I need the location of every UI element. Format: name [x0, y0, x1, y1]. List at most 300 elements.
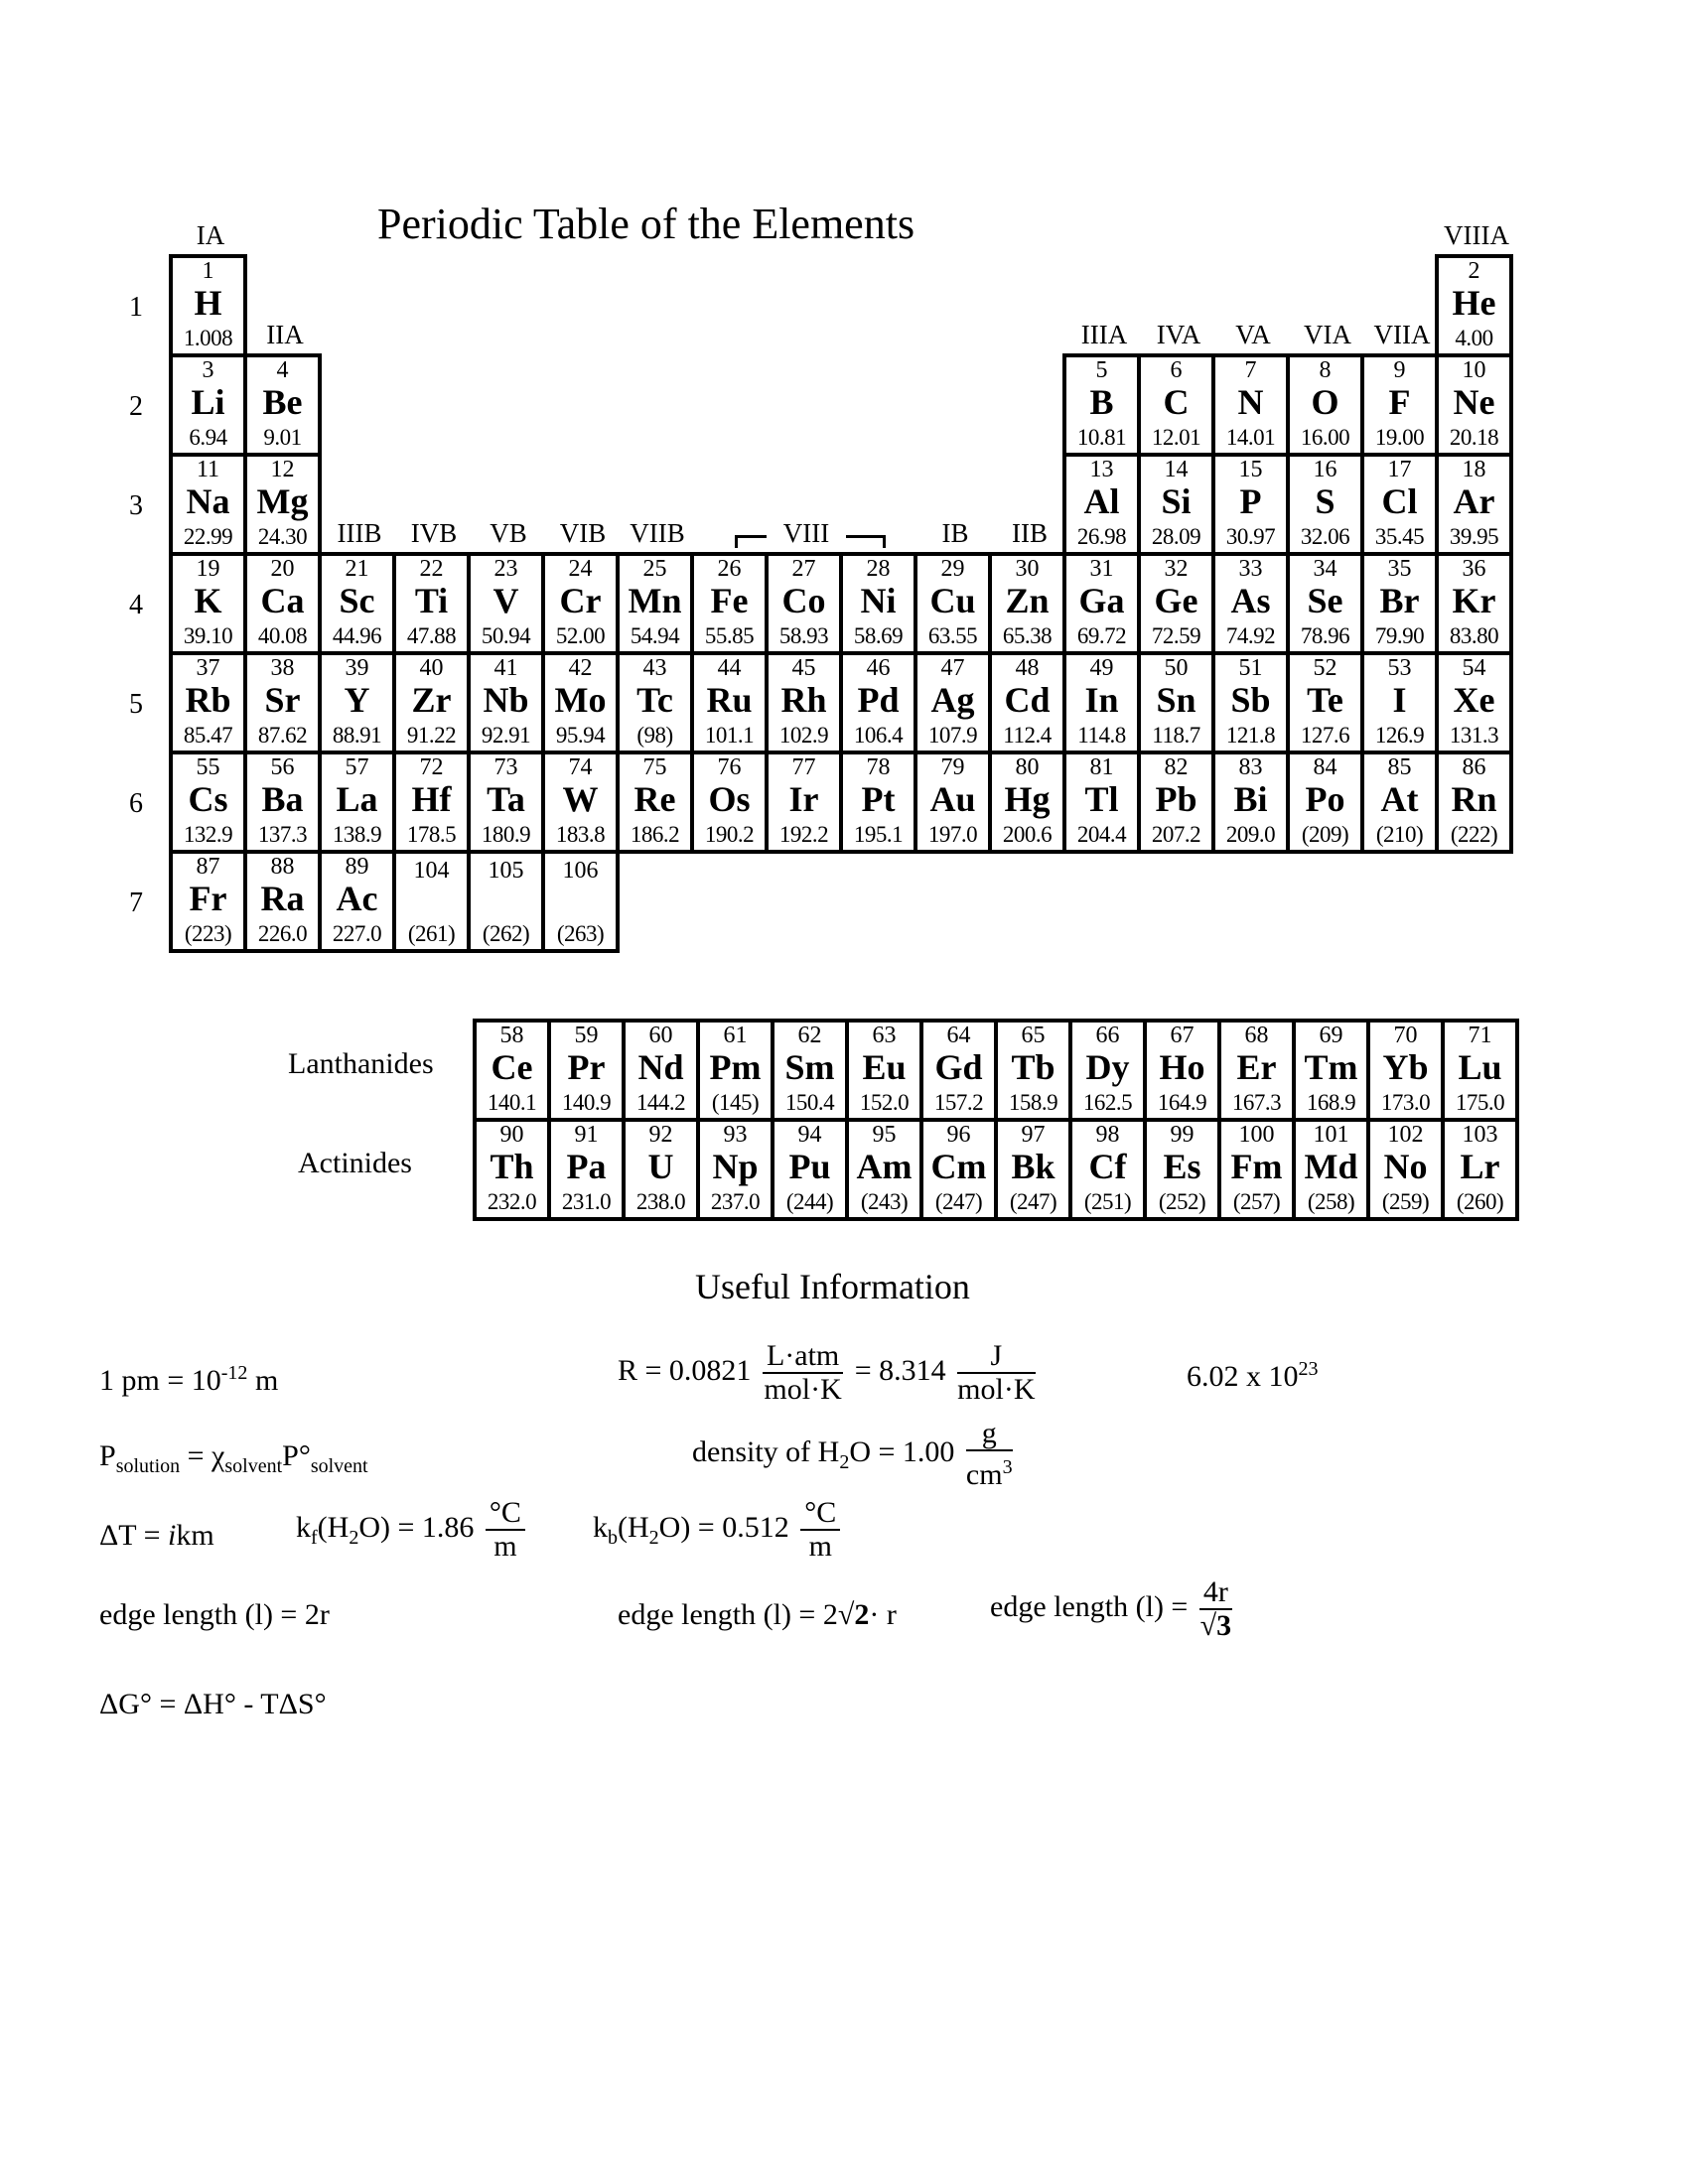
- atomic-number: 28: [866, 556, 891, 582]
- element-symbol: Y: [344, 680, 370, 720]
- element-cell: [243, 453, 322, 556]
- atomic-mass: (252): [1158, 1189, 1206, 1214]
- atomic-number: 26: [717, 556, 742, 582]
- element-symbol: Pd: [857, 680, 900, 720]
- element-symbol: Lr: [1460, 1147, 1500, 1186]
- atomic-mass: 195.1: [853, 822, 904, 847]
- element-cell: [318, 651, 396, 754]
- pm-unit: m: [247, 1364, 279, 1397]
- atomic-mass: 118.7: [1152, 723, 1200, 748]
- element-cell: [839, 651, 917, 754]
- atomic-mass: 150.4: [784, 1090, 835, 1115]
- atomic-mass: 183.8: [555, 822, 606, 847]
- element-symbol: Th: [490, 1147, 534, 1186]
- atomic-number: 17: [1387, 457, 1412, 482]
- raoult-p: P: [99, 1439, 116, 1472]
- element-symbol: Tb: [1011, 1047, 1055, 1087]
- kb-water: [593, 1497, 844, 1563]
- element-cell: [914, 552, 992, 655]
- element-symbol: U: [647, 1147, 674, 1186]
- atomic-number: 55: [196, 754, 220, 780]
- atomic-mass: 39.95: [1449, 524, 1499, 549]
- element-symbol: Bk: [1011, 1147, 1055, 1186]
- element-symbol: In: [1084, 680, 1119, 720]
- atomic-mass: 39.10: [183, 623, 233, 648]
- atomic-mass: 24.30: [257, 524, 308, 549]
- atomic-mass: 32.06: [1300, 524, 1350, 549]
- atomic-mass: 4.00: [1455, 326, 1493, 350]
- atomic-number: 38: [270, 655, 295, 681]
- atomic-mass: 26.98: [1076, 524, 1127, 549]
- element-cell: [547, 1118, 626, 1221]
- atomic-mass: (259): [1381, 1189, 1430, 1214]
- element-symbol: Hf: [411, 779, 452, 819]
- atomic-mass: 55.85: [704, 623, 755, 648]
- r-numerator-2: J: [957, 1340, 1035, 1374]
- atomic-number: 61: [723, 1023, 748, 1048]
- atomic-number: 45: [791, 655, 816, 681]
- element-symbol: Es: [1163, 1147, 1201, 1186]
- element-cell: [696, 1019, 774, 1122]
- raoult-sub-2: solvent: [224, 1455, 283, 1477]
- avo-text: 6.02 x 10: [1187, 1360, 1299, 1393]
- atomic-mass: (262): [482, 921, 530, 946]
- element-symbol: Na: [186, 481, 230, 521]
- atomic-number: 72: [419, 754, 444, 780]
- element-symbol: Pt: [861, 779, 896, 819]
- atomic-mass: 47.88: [406, 623, 457, 648]
- atomic-number: 42: [568, 655, 593, 681]
- element-symbol: Fm: [1230, 1147, 1283, 1186]
- edge3-numerator: 4r: [1199, 1576, 1232, 1610]
- atomic-number: 33: [1238, 556, 1263, 582]
- atomic-mass: (251): [1083, 1189, 1132, 1214]
- group-label-va: VA: [1235, 320, 1271, 349]
- atomic-number: 5: [1095, 357, 1108, 383]
- element-cell: [243, 850, 322, 953]
- atomic-mass: 30.97: [1225, 524, 1276, 549]
- atomic-mass: 40.08: [257, 623, 308, 648]
- atomic-number: 83: [1238, 754, 1263, 780]
- element-symbol: Ta: [487, 779, 525, 819]
- pm-text: 1 pm = 10: [99, 1364, 221, 1397]
- element-symbol: Zn: [1005, 581, 1050, 620]
- element-symbol: Si: [1161, 481, 1192, 521]
- page-title: Periodic Table of the Elements: [377, 200, 915, 248]
- atomic-mass: 164.9: [1157, 1090, 1207, 1115]
- atomic-mass: (260): [1456, 1189, 1504, 1214]
- raoult-sub-1: solution: [115, 1455, 181, 1477]
- group-label-iva: IVA: [1156, 320, 1201, 349]
- atomic-mass: 190.2: [704, 822, 755, 847]
- element-cell: [765, 552, 843, 655]
- atomic-mass: 22.99: [183, 524, 233, 549]
- lanthanides-label: Lanthanides: [288, 1047, 434, 1080]
- element-cell: [1062, 751, 1141, 854]
- atomic-mass: 28.09: [1151, 524, 1201, 549]
- element-cell: [845, 1019, 923, 1122]
- atomic-mass: 192.2: [778, 822, 829, 847]
- element-cell: [771, 1118, 849, 1221]
- element-symbol: Rh: [780, 680, 827, 720]
- kf-denominator: m: [493, 1530, 517, 1563]
- element-cell: [1062, 651, 1141, 754]
- element-cell: [771, 1019, 849, 1122]
- kf-sub: f: [311, 1526, 318, 1549]
- element-cell: [1217, 1019, 1296, 1122]
- element-symbol: Fe: [710, 581, 749, 620]
- kb-sub: b: [608, 1526, 618, 1549]
- element-symbol: Cd: [1004, 680, 1051, 720]
- atomic-number: 9: [1393, 357, 1406, 383]
- element-cell: [1137, 751, 1215, 854]
- actinides-label: Actinides: [298, 1147, 412, 1179]
- atomic-number: 21: [345, 556, 369, 582]
- atomic-number: 60: [648, 1023, 673, 1048]
- pm-exponent: -12: [220, 1362, 248, 1384]
- atomic-mass: 1.008: [183, 326, 233, 350]
- atomic-number: 94: [797, 1122, 822, 1148]
- atomic-number: 67: [1170, 1023, 1195, 1048]
- atomic-number: 90: [499, 1122, 524, 1148]
- dt-i: i: [168, 1519, 177, 1552]
- atomic-mass: (209): [1301, 822, 1349, 847]
- atomic-mass: 74.92: [1225, 623, 1276, 648]
- atomic-mass: 167.3: [1231, 1090, 1282, 1115]
- element-cell: [919, 1118, 998, 1221]
- element-cell: [541, 850, 620, 953]
- edge-length-bcc: [990, 1576, 1236, 1642]
- atomic-number: 25: [642, 556, 667, 582]
- atomic-number: 3: [202, 357, 214, 383]
- kb-sub-2: 2: [648, 1526, 659, 1549]
- element-cell: [994, 1019, 1072, 1122]
- element-symbol: Ag: [930, 680, 975, 720]
- atomic-number: 86: [1462, 754, 1486, 780]
- element-cell: [467, 651, 545, 754]
- atomic-number: 93: [723, 1122, 748, 1148]
- atomic-number: 82: [1164, 754, 1189, 780]
- element-cell: [994, 1118, 1072, 1221]
- atomic-number: 101: [1313, 1122, 1349, 1148]
- element-cell: [541, 751, 620, 854]
- element-cell: [243, 651, 322, 754]
- atomic-mass: (258): [1307, 1189, 1355, 1214]
- element-symbol: Nb: [483, 680, 529, 720]
- element-symbol: Eu: [862, 1047, 907, 1087]
- element-symbol: Re: [633, 779, 676, 819]
- edge3-fraction: [1199, 1576, 1232, 1642]
- element-cell: [1366, 1118, 1445, 1221]
- atomic-mass: 197.0: [927, 822, 978, 847]
- atomic-number: 11: [196, 457, 220, 482]
- element-symbol: Ru: [706, 680, 753, 720]
- density-exponent: 3: [1002, 1456, 1013, 1478]
- element-cell: [696, 1118, 774, 1221]
- element-symbol: F: [1388, 382, 1411, 422]
- atomic-mass: 63.55: [927, 623, 978, 648]
- atomic-number: 66: [1095, 1023, 1120, 1048]
- atomic-number: 62: [797, 1023, 822, 1048]
- atomic-mass: (263): [556, 921, 605, 946]
- atomic-mass: 35.45: [1374, 524, 1425, 549]
- element-cell: [616, 552, 694, 655]
- atomic-number: 19: [196, 556, 220, 582]
- element-symbol: Fr: [189, 879, 227, 918]
- atomic-number: 89: [345, 854, 369, 880]
- atomic-number: 103: [1462, 1122, 1498, 1148]
- element-cell: [690, 751, 769, 854]
- atomic-mass: 79.90: [1374, 623, 1425, 648]
- group-label-iiia: IIIA: [1080, 320, 1128, 349]
- element-cell: [690, 552, 769, 655]
- element-cell: [1137, 651, 1215, 754]
- element-symbol: Np: [712, 1147, 759, 1186]
- atomic-mass: 238.0: [635, 1189, 686, 1214]
- element-symbol: Mg: [256, 481, 309, 521]
- r-fraction-2: [957, 1340, 1035, 1406]
- element-cell: [988, 751, 1066, 854]
- atomic-mass: 126.9: [1374, 723, 1425, 748]
- atomic-number: 39: [345, 655, 369, 681]
- atomic-mass: 144.2: [635, 1090, 686, 1115]
- element-cell: [1360, 552, 1439, 655]
- element-cell: [1286, 651, 1364, 754]
- atomic-number: 7: [1244, 357, 1257, 383]
- atomic-mass: 204.4: [1076, 822, 1127, 847]
- kf-value: O) = 1.86: [358, 1510, 475, 1544]
- element-cell: [622, 1118, 700, 1221]
- raoult-sub-3: solvent: [310, 1455, 368, 1477]
- element-cell: [541, 552, 620, 655]
- group-label-ivb: IVB: [410, 518, 458, 548]
- group-label-ib: IB: [941, 518, 969, 548]
- avogadro-number: [1187, 1358, 1319, 1394]
- atomic-mass: 92.91: [481, 723, 531, 748]
- atomic-mass: 52.00: [555, 623, 606, 648]
- kb-numerator: °C: [800, 1497, 840, 1531]
- element-symbol: Zr: [411, 680, 452, 720]
- element-symbol: Sn: [1156, 680, 1196, 720]
- dt-text: ΔT =: [99, 1519, 168, 1552]
- edge2-radical: √2: [837, 1598, 870, 1631]
- atomic-number: 40: [419, 655, 444, 681]
- r-numerator-1: L·atm: [763, 1340, 843, 1374]
- atomic-mass: 232.0: [487, 1189, 537, 1214]
- atomic-number: 12: [270, 457, 295, 482]
- element-cell: [839, 751, 917, 854]
- kb-text: (H: [618, 1510, 649, 1544]
- element-symbol: Ba: [261, 779, 304, 819]
- kf-sub-2: 2: [349, 1526, 359, 1549]
- atomic-number: 8: [1319, 357, 1332, 383]
- element-symbol: K: [194, 581, 222, 620]
- element-cell: [467, 751, 545, 854]
- gibbs-equation: ΔG° = ΔH° - TΔS°: [99, 1688, 327, 1720]
- element-symbol: V: [492, 581, 519, 620]
- element-symbol: Tl: [1084, 779, 1119, 819]
- atomic-number: 84: [1313, 754, 1337, 780]
- atomic-number: 56: [270, 754, 295, 780]
- atomic-number: 32: [1164, 556, 1189, 582]
- atomic-mass: 50.94: [481, 623, 531, 648]
- atomic-number: 10: [1462, 357, 1486, 383]
- element-cell: [473, 1118, 551, 1221]
- element-cell: [392, 751, 471, 854]
- density-text-2: O = 1.00: [849, 1434, 955, 1468]
- element-cell: [467, 850, 545, 953]
- atomic-number: 59: [574, 1023, 599, 1048]
- atomic-mass: 175.0: [1455, 1090, 1505, 1115]
- element-cell: [1435, 453, 1513, 556]
- element-cell: [169, 651, 247, 754]
- atomic-number: 49: [1089, 655, 1114, 681]
- element-symbol: Br: [1379, 581, 1420, 620]
- element-cell: [765, 751, 843, 854]
- element-cell: [988, 552, 1066, 655]
- avo-exponent: 23: [1298, 1358, 1319, 1380]
- density-sub: 2: [839, 1450, 850, 1473]
- atomic-mass: 44.96: [332, 623, 382, 648]
- element-cell: [1435, 353, 1513, 457]
- element-cell: [1435, 651, 1513, 754]
- element-symbol: H: [194, 283, 222, 323]
- element-cell: [1211, 751, 1290, 854]
- element-symbol: S: [1315, 481, 1336, 521]
- element-cell: [1062, 552, 1141, 655]
- atomic-number: 53: [1387, 655, 1412, 681]
- atomic-number: 106: [562, 858, 599, 884]
- element-cell: [169, 751, 247, 854]
- element-symbol: Co: [781, 581, 826, 620]
- element-symbol: Cu: [929, 581, 976, 620]
- atomic-number: 37: [196, 655, 220, 681]
- atomic-number: 30: [1015, 556, 1040, 582]
- element-cell: [1286, 353, 1364, 457]
- atomic-mass: 14.01: [1225, 425, 1276, 450]
- atomic-mass: 137.3: [257, 822, 308, 847]
- element-cell: [318, 552, 396, 655]
- atomic-number: 102: [1387, 1122, 1424, 1148]
- atomic-number: 34: [1313, 556, 1337, 582]
- group-label-vb: VB: [490, 518, 527, 548]
- atomic-number: 85: [1387, 754, 1412, 780]
- kb-value: O) = 0.512: [658, 1510, 789, 1544]
- atomic-mass: (247): [1009, 1189, 1057, 1214]
- edge2-text: edge length (l) = 2: [618, 1598, 838, 1631]
- density-denominator-base: cm: [965, 1458, 1003, 1491]
- element-symbol: Am: [856, 1147, 913, 1186]
- atomic-mass: 131.3: [1449, 723, 1499, 748]
- element-symbol: W: [562, 779, 599, 819]
- atomic-number: 13: [1089, 457, 1114, 482]
- atomic-number: 77: [791, 754, 816, 780]
- element-symbol: Ne: [1453, 382, 1495, 422]
- atomic-mass: 200.6: [1002, 822, 1053, 847]
- element-cell: [1068, 1118, 1147, 1221]
- element-cell: [392, 850, 471, 953]
- atomic-number: 87: [196, 854, 220, 880]
- atomic-mass: 207.2: [1151, 822, 1201, 847]
- element-symbol: C: [1163, 382, 1190, 422]
- element-symbol: Tc: [636, 680, 673, 720]
- atomic-mass: 168.9: [1306, 1090, 1356, 1115]
- element-symbol: P: [1239, 481, 1262, 521]
- atomic-number: 4: [276, 357, 289, 383]
- element-symbol: Mo: [554, 680, 607, 720]
- atomic-mass: 9.01: [263, 425, 302, 450]
- atomic-number: 80: [1015, 754, 1040, 780]
- element-symbol: Ra: [260, 879, 305, 918]
- atomic-mass: 78.96: [1300, 623, 1350, 648]
- atomic-number: 76: [717, 754, 742, 780]
- group-label-vib: VIB: [559, 518, 607, 548]
- atomic-mass: 114.8: [1077, 723, 1126, 748]
- element-symbol: Al: [1083, 481, 1120, 521]
- atomic-mass: 173.0: [1380, 1090, 1431, 1115]
- atomic-mass: 152.0: [859, 1090, 910, 1115]
- atomic-mass: (243): [860, 1189, 909, 1214]
- element-symbol: Te: [1307, 680, 1343, 720]
- atomic-number: 50: [1164, 655, 1189, 681]
- element-symbol: O: [1311, 382, 1339, 422]
- atomic-number: 22: [419, 556, 444, 582]
- atomic-mass: 102.9: [778, 723, 829, 748]
- element-cell: [169, 353, 247, 457]
- group-label-viii: VIII: [767, 518, 846, 549]
- atomic-number: 70: [1393, 1023, 1418, 1048]
- element-symbol: Se: [1307, 581, 1343, 620]
- element-symbol: At: [1380, 779, 1419, 819]
- atomic-number: 41: [493, 655, 518, 681]
- atomic-mass: 19.00: [1374, 425, 1425, 450]
- element-cell: [1435, 552, 1513, 655]
- atomic-number: 44: [717, 655, 742, 681]
- atomic-mass: 88.91: [332, 723, 382, 748]
- element-cell: [1435, 751, 1513, 854]
- element-cell: [1211, 651, 1290, 754]
- element-symbol: Pr: [567, 1047, 606, 1087]
- atomic-number: 68: [1244, 1023, 1269, 1048]
- element-symbol: Mn: [628, 581, 682, 620]
- element-cell: [467, 552, 545, 655]
- element-symbol: Pu: [788, 1147, 831, 1186]
- element-symbol: Os: [708, 779, 751, 819]
- atomic-mass: 157.2: [933, 1090, 984, 1115]
- r-fraction-1: [763, 1340, 843, 1406]
- atomic-mass: 140.1: [487, 1090, 537, 1115]
- atomic-number: 91: [574, 1122, 599, 1148]
- atomic-mass: 162.5: [1082, 1090, 1133, 1115]
- element-cell: [169, 850, 247, 953]
- kb-k: k: [593, 1510, 608, 1544]
- element-cell: [1143, 1118, 1221, 1221]
- element-cell: [243, 552, 322, 655]
- element-cell: [243, 353, 322, 457]
- atomic-mass: (257): [1232, 1189, 1281, 1214]
- atomic-number: 71: [1468, 1023, 1492, 1048]
- atomic-number: 2: [1468, 258, 1480, 284]
- atomic-mass: 54.94: [630, 623, 680, 648]
- element-cell: [169, 453, 247, 556]
- element-symbol: Rb: [185, 680, 231, 720]
- element-cell: [765, 651, 843, 754]
- atomic-number: 79: [940, 754, 965, 780]
- density-denominator: [966, 1451, 1013, 1491]
- r-text: R = 0.0821: [618, 1353, 752, 1387]
- atomic-number: 36: [1462, 556, 1486, 582]
- element-cell: [392, 552, 471, 655]
